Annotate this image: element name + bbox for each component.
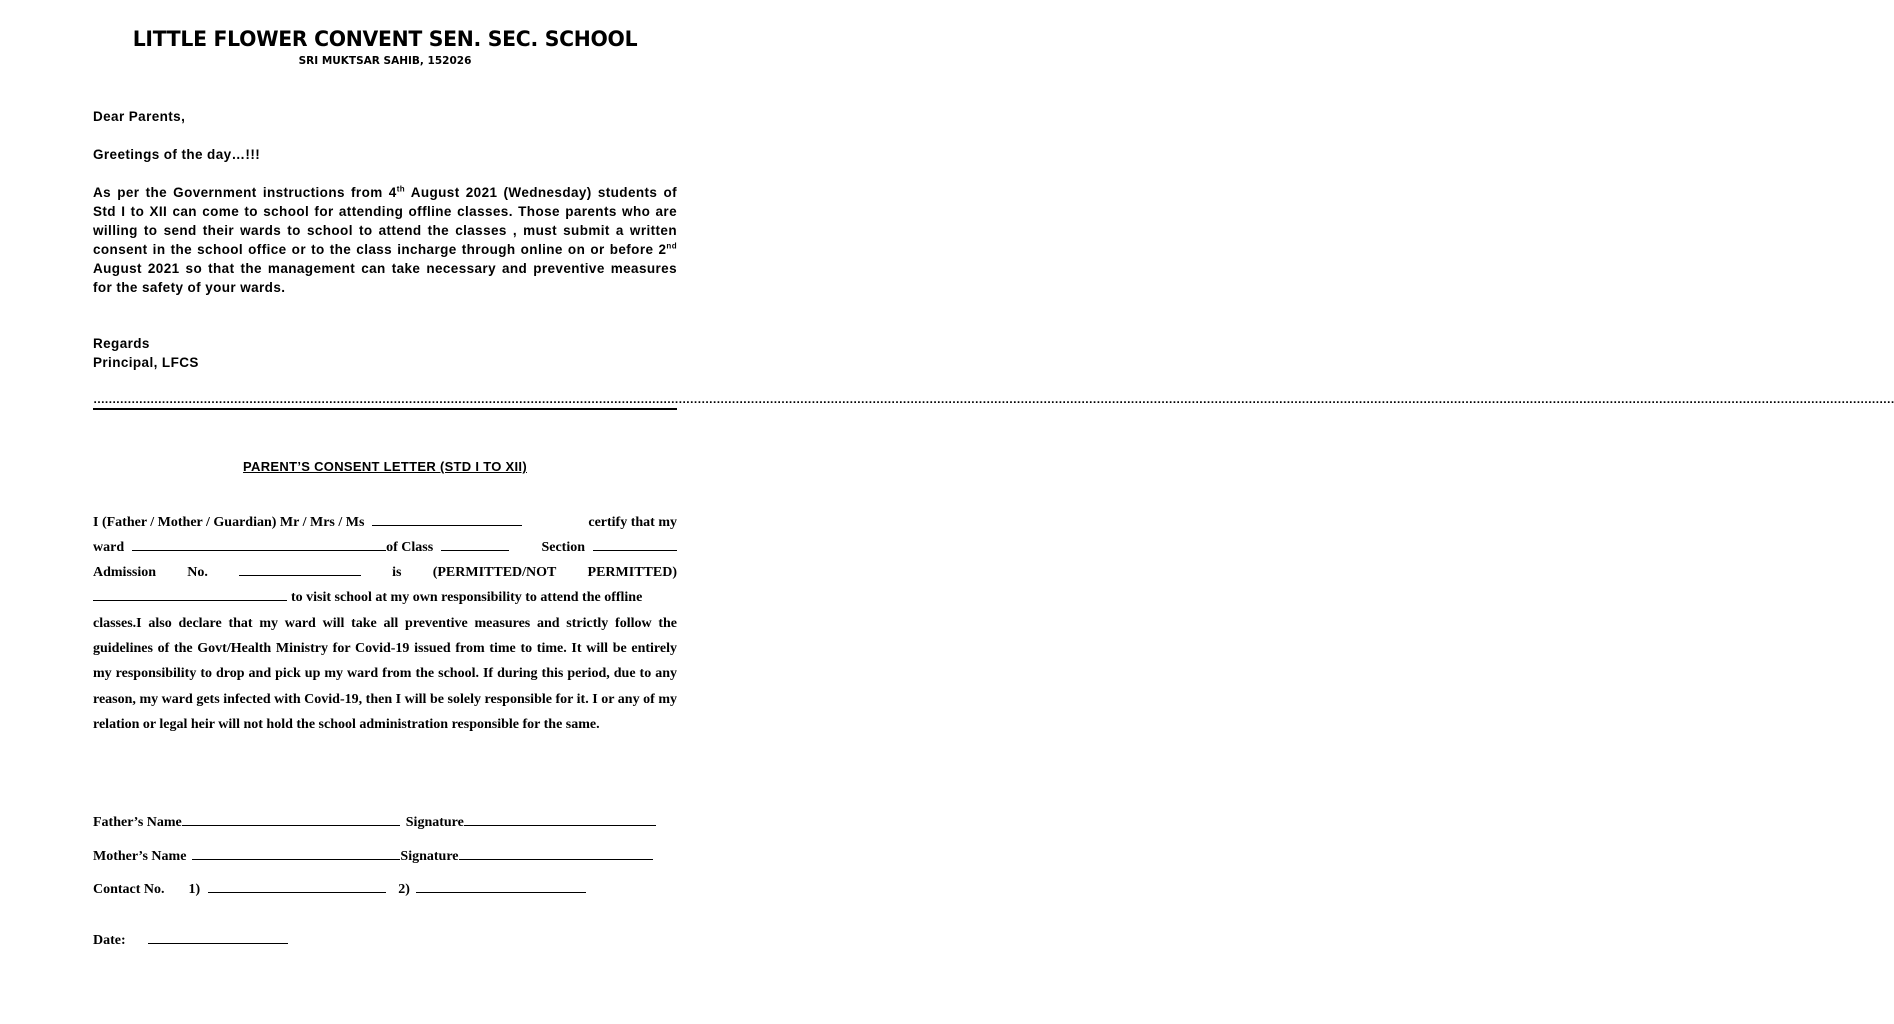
- contact-1-label: 1): [188, 882, 201, 897]
- mother-row: [93, 846, 677, 865]
- consent-form-title: PARENT’S CONSENT LETTER (STD I TO XII): [243, 459, 527, 474]
- contact-2-blank[interactable]: [416, 879, 586, 893]
- superscript-th: th: [396, 184, 406, 194]
- school-address: SRI MUKTSAR SAHIB, 152026: [298, 55, 472, 67]
- regards: Regards: [93, 336, 150, 351]
- father-signature-blank[interactable]: [464, 812, 656, 826]
- admission-line: [93, 562, 677, 581]
- permission-blank[interactable]: [93, 587, 287, 601]
- contact-1-blank[interactable]: [208, 879, 386, 893]
- body-text-1: As per the Government instructions from 4: [93, 185, 397, 200]
- ward-label: ward: [93, 540, 125, 555]
- date-label: Date:: [93, 933, 126, 948]
- is-label: is: [392, 565, 402, 580]
- admission-label: Admission: [93, 565, 157, 580]
- superscript-nd: nd: [666, 241, 677, 251]
- letter-body: [93, 183, 677, 297]
- mother-name-blank[interactable]: [192, 846, 400, 860]
- admission-no-label: No.: [187, 565, 208, 580]
- ward-name-blank[interactable]: [132, 537, 386, 551]
- certify-line: [93, 512, 677, 531]
- date-row: [93, 930, 677, 949]
- permitted-close: PERMITTED): [587, 565, 677, 580]
- date-blank[interactable]: [148, 930, 288, 944]
- father-row: [93, 812, 677, 831]
- contact-row: [93, 879, 677, 898]
- section-label: Section: [541, 540, 585, 555]
- declaration-text: classes.I also declare that my ward will take all preventive measures and strictly follow the guidelines of the Govt/Health Ministry for Covid-19 issued from time to time. It will be entirely my responsibility to drop and pick up my ward from the school. If during this period, due to any reason, my ward gets infected with Covid-19, then I will be solely responsible for it. I or any of my relation or legal heir will not hold the school administration responsible for the same.: [93, 616, 677, 732]
- father-name-blank[interactable]: [182, 812, 400, 826]
- section-blank[interactable]: [593, 537, 677, 551]
- ward-line: [93, 537, 677, 556]
- mother-signature-label: Signature: [400, 849, 459, 864]
- class-blank[interactable]: [441, 537, 509, 551]
- class-label: of Class: [386, 540, 434, 555]
- father-name-label: Father’s Name: [93, 815, 182, 830]
- mother-signature-blank[interactable]: [459, 846, 653, 860]
- body-text-2: August 2021 (Wednesday) students of Std I to XII can come to school for attending offline classes. Those parents who are willing to send their wards to school to attend the classes , must submit a written consent in the school office or to the class incharge through online on or before 2: [93, 185, 677, 257]
- guardian-prefix: I (Father / Mother / Guardian) Mr / Mrs / Ms: [93, 515, 365, 530]
- principal-signoff: Principal, LFCS: [93, 355, 199, 370]
- admission-no-blank[interactable]: [239, 562, 361, 576]
- contact-2-label: 2): [398, 882, 410, 897]
- greeting: Greetings of the day…!!!: [93, 147, 261, 162]
- visit-text: to visit school at my own responsibility to attend the offline: [291, 590, 643, 605]
- visit-line: [93, 587, 677, 606]
- mother-name-label: Mother’s Name: [93, 849, 187, 864]
- permitted-open: (PERMITTED/NOT: [432, 565, 557, 580]
- guardian-name-blank[interactable]: [372, 512, 522, 526]
- cut-line-divider: ……………………………………………………………………………………………………………………………………………………………………………………………………………………………………………………………………………………………………………………………………………………………………………………………………………………………………: [93, 392, 677, 410]
- certify-suffix: certify that my: [588, 515, 677, 530]
- contact-label: Contact No.: [93, 882, 165, 897]
- school-name: LITTLE FLOWER CONVENT SEN. SEC. SCHOOL: [132, 27, 638, 51]
- salutation: Dear Parents,: [93, 109, 186, 124]
- father-signature-label: Signature: [405, 815, 464, 830]
- body-text-3: August 2021 so that the management can take necessary and preventive measures for the safety of your wards.: [93, 261, 677, 295]
